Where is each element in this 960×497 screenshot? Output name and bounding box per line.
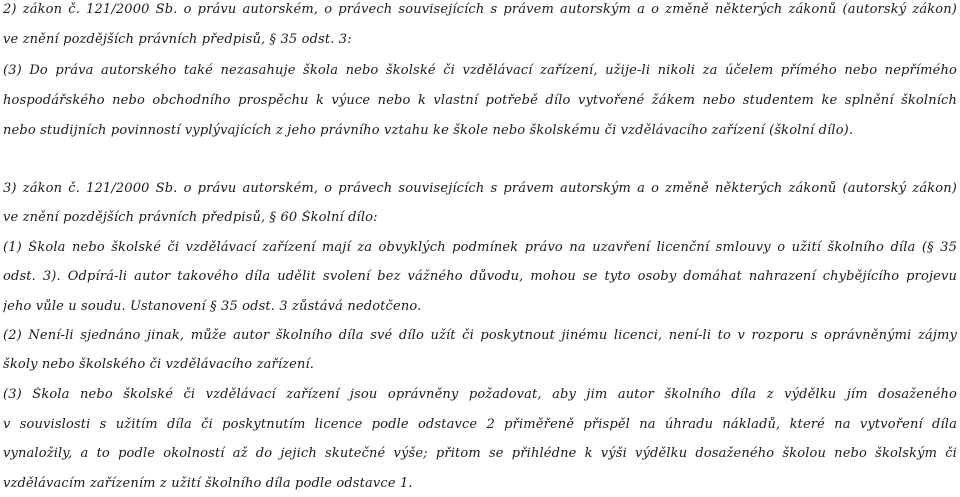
footnote-2-line-3: (3) Do práva autorského také nezasahuje škola nebo školské či vzdělávací zařízení, užije-li nikoli za účelem přímého nebo nepřímého	[3, 63, 957, 78]
footnote-2-line-5: nebo studijních povinností vyplývajících z jeho právního vztahu ke škole nebo školskému či vzdělávacího zařízení (školní dílo).	[3, 123, 854, 138]
footnote-2-line-2: ve znění pozdějších právních předpisů, § 35 odst. 3:	[3, 32, 352, 47]
footnote-3-line-6: (2) Není-li sjednáno jinak, může autor školního díla své dílo užít či poskytnout jinému licenci, není-li to v rozporu s oprávněnými zájmy	[3, 328, 957, 343]
footnote-3-line-1: 3) zákon č. 121/2000 Sb. o právu autorském, o právech souvisejících s právem autorským a o změně některých zákonů (autorský zákon)	[3, 181, 957, 196]
footnote-2-line-4: hospodářského nebo obchodního prospěchu k výuce nebo k vlastní potřebě dílo vytvořené žákem nebo studentem ke splnění školních	[3, 93, 957, 108]
footnote-3-line-11: vzdělávacím zařízením z užití školního díla podle odstavce 1.	[3, 476, 413, 491]
footnote-3-line-7: školy nebo školského či vzdělávacího zařízení.	[3, 357, 315, 372]
footnote-3-line-10: vynaložily, a to podle okolností až do jejich skutečné výše; přitom se přihlédne k výši výdělku dosaženého školou nebo školským či	[3, 446, 957, 461]
footnote-3-line-5: jeho vůle u soudu. Ustanovení § 35 odst. 3 zůstává nedotčeno.	[3, 299, 422, 314]
footnote-3-line-2: ve znění pozdějších právních předpisů, § 60 Školní dílo:	[3, 210, 378, 225]
footnote-3-line-8: (3) Škola nebo školské či vzdělávací zařízení jsou oprávněny požadovat, aby jim autor školního díla z výdělku jím dosaženého	[3, 387, 957, 402]
footnote-3-line-9: v souvislosti s užitím díla či poskytnutím licence podle odstavce 2 přiměřeně přispěl na úhradu nákladů, které na vytvoření díla	[3, 417, 957, 432]
footnote-3-line-3: (1) Škola nebo školské či vzdělávací zařízení mají za obvyklých podmínek právo na uzavření licenční smlouvy o užití školního díla (§ 35	[3, 240, 957, 255]
footnote-3-line-4: odst. 3). Odpírá-li autor takového díla udělit svolení bez vážného důvodu, mohou se tyto osoby domáhat nahrazení chybějícího projevu	[3, 269, 957, 284]
footnote-2-line-1: 2) zákon č. 121/2000 Sb. o právu autorském, o právech souvisejících s právem autorským a o změně některých zákonů (autorský zákon)	[3, 2, 957, 17]
